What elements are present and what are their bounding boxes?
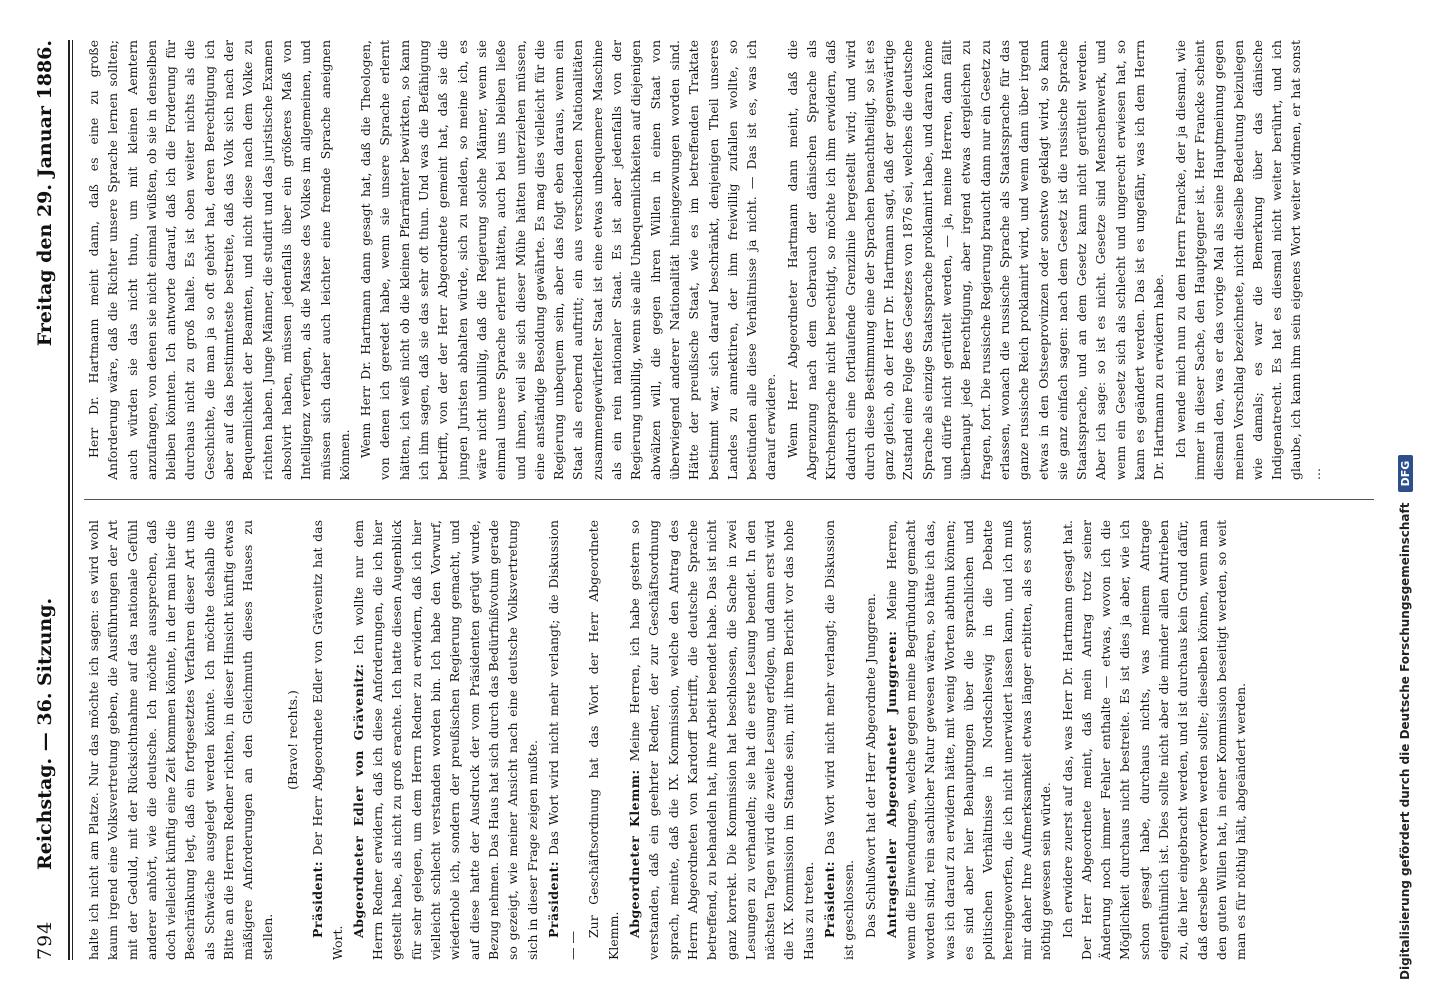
digitization-credit — [1398, 20, 1420, 980]
column-divider — [84, 499, 1374, 500]
speech-paragraph — [882, 520, 1056, 960]
left-text-column — [84, 520, 1374, 960]
page-number: 794 — [34, 920, 56, 960]
header-rule — [68, 40, 70, 960]
page-header — [30, 40, 64, 960]
speech-text: Das Wort wird nicht mehr verlangt; die Diskussion — — — [545, 520, 581, 960]
speech-paragraph — [544, 520, 583, 960]
text-paragraph: Ich erwidere zuerst auf das, was Herr Dr. Hartmann gesagt hat. Der Herr Abgeordnete meint, daß mein Antrag trotz seiner Änderung noch immer Fehler enthalte — etwas, wovon ich die Möglichkeit durchaus nicht bestreite. Es ist dies ja aber, wie ich schon gesagt habe, durchaus nichts, was meinem Antrage eigenthümlich ist. Dies sollte nicht aber die minder allen Antrieben zu, die hier eingebracht werden, und ist durchaus kein Grund dafür, daß derselbe verworfen werden sollte; dieselben können, wenn man den guten Willen hat, in einer Kommission beseitigt werden, so weit man es für nöthig hält, abgeändert werden. — [1059, 520, 1249, 960]
text-paragraph: halte ich nicht am Platze. Nur das möchte ich sagen: es wird wohl kaum irgend eine Volksvertretung geben, die Ausführungen der Art mit der Geduld, mit der Rücksichtnahme auf das nationale Gefühl anderer anhört, wie die deutsche. Ich möchte aussprechen, daß doch vielleicht künftig eine Zeit kommen könnte, in der man hier die Beschränkung legt, daß ein fortgesetztes Verfahren dieser Art uns als Schwäche ausgelegt werden könnte. Ich möchte deshalb die Bitte an die Herren Redner richten, in dieser Hinsicht künftig etwas mäßigere Anforderungen an den Gleichmuth dieses Hauses zu stellen. — [86, 520, 275, 960]
speech-paragraph — [625, 520, 818, 960]
dfg-logo: DFG — [1398, 455, 1413, 493]
speech-text: Meine Herren, ich habe gestern so verstanden, daß ein geehrter Redner, der zur Geschäftsordnung sprach, meinte, daß die IX. Kommission, welche den Antrag des Herrn Abgeordneten von Kardorff betrifft, die deutsche Sprache betreffend, zu behandeln hat, ihre Arbeit beendet habe. Das ist nicht ganz korrekt. Die Kommission hat beschlossen, die Sache in zwei Lesungen zu verhandeln; sie hat die erste Lesung beendet. In den nächsten Tagen wird die zweite Lesung erfolgen, und dann erst wird die IX. Kommission im Stande sein, mit ihrem Bericht vor das hohe Haus zu treten. — [627, 520, 816, 960]
speaker-name: Abgeordneter Edler von Grävenitz: — [350, 663, 366, 938]
speech-text: Ich wollte nur dem Herrn Redner erwidern, daß ich diese Anforderungen, die ich hier gestellt habe, als nicht zu groß erachte. Ich hatte diesen Augenblick für sehr gelegen, um dem Herrn Redner zu erwidern, daß ich hier vielleicht schlecht verstanden worden bin. Ich habe den Vorwurf, wiederhole ich, sondern der preußischen Regierung gemacht, und auf diese hatte der Ausdruck der vom Präsidenten gerügt wurde, Bezug nehmen. Das Haus hat sich durch das Bedürfnißvotum gerade so gezeigt, wie meiner Ansicht nach eine deutsche Volksvertretung sich in dieser Frage zeigen mußte. — [350, 520, 540, 960]
speech-text: Der Herr Abgeordnete Edler von Grävenitz hat das Wort. — [310, 520, 345, 960]
text-paragraph: Herr Dr. Hartmann meint dann, daß es eine zu große Anforderung wäre, daß die Richter unsere Sprache lernen sollten; auch würden sie das nicht thun, um mit kleinen Aemtern anzufangen, von denen sie nicht einmal wüßten, ob sie in denselben bleiben könnten. Ich antworte darauf, daß ich die Forderung für durchaus nicht zu groß halte. Es ist oben weiter nichts als die Geschichte, die man ja so oft gehört hat, deren Berechtigung ich aber auf das bestimmteste bestreite, daß das Volk sich nach der Bequemlichkeit der Beamten, und nicht diese nach dem Volke zu richten haben. Junge Männer, die studirt und das juristische Examen absolvirt haben, müssen jedenfalls über ein größeres Maß von Intelligenz verfügen, als die Masse des Volkes im allgemeinen, und müssen sich daher auch leichter eine fremde Sprache aneignen können. — [86, 40, 352, 480]
speaker-name: Antragsteller Abgeordneter Junggreen: — [883, 630, 899, 938]
text-paragraph: Wenn Herr Abgeordneter Hartmann dann meint, daß die Abgrenzung nach dem Gebrauch der dänischen Sprache als Kirchensprache nicht berechtigt, so möchte ich ihm erwidern, daß dadurch eine fortlaufende Grenzlinie hergestellt wird; und wird durch diese Bestimmung eine der Sprachen benachtheiligt, so ist es ganz gleich, ob der Herr Dr. Hartmann sagt, daß der gegenwärtige Zustand eine Folge des Gesetzes von 1876 sei, welches die deutsche Sprache als einzige Staatssprache proklamirt habe, und daran könne und dürfe nicht gerüttelt werden, — ja, meine Herren, dann fällt überhaupt jede Berechtigung, aber irgend etwas dergleichen zu fragen, fort. Die russische Regierung braucht dann nur ein Gesetz zu erlassen, wonach die russische Sprache als Staatssprache für das ganze russische Reich proklamirt wird, und wenn dann über irgend etwas in den Ostseeprovinzen oder sonstwo geklagt wird, so kann sie ganz einfach sagen: nach dem Gesetz ist die russische Sprache Staatssprache, und an dem Gesetz kann nicht gerüttelt werden. Aber ich sage: so ist es nicht. Gesetze sind Menschenwerk, und wenn ein Gesetz sich als schlecht und ungerecht erwiesen hat, so kann es geändert werden. Das ist es ungefähr, was ich dem Herrn Dr. Hartmann zu erwidern habe. — [784, 40, 1167, 480]
right-text-column — [84, 40, 1374, 480]
speech-text: Meine Herren, wenn die Einwendungen, welche gegen meine Begründung gemacht worden sind, rein sachlicher Natur gewesen wären, so hätte ich das, was ich darauf zu erwidern hätte, mit wenig Worten abthun können; es sind aber hier Behauptungen über die sprachlichen und politischen Verhältnisse in Nordschleswig in die Debatte hereingeworfen, die ich nicht unerwidert lassen kann, und ich muß mir daher Ihre Aufmerksamkeit etwas länger erbitten, als es sonst nöthig gewesen sein würde. — [883, 520, 1054, 960]
speech-paragraph — [820, 520, 859, 960]
speaker-name: Abgeordneter Klemm: — [627, 769, 643, 938]
running-title: Reichstag. — 36. Sitzung. — [34, 597, 56, 870]
text-paragraph: Wenn Herr Dr. Hartmann dann gesagt hat, daß die Theologen, von denen ich geredet habe, wenn sie unsere Sprache erlernt hätten, ich weiß nicht ob die kleinen Pfarrämter bewirkten, so kann ich ihm sagen, daß sie das sehr oft thun. Und was die Befähigung betrifft, von der der Herr Abgeordnete gemeint hat, daß sie die jungen Juristen abhalten würde, sich zu melden, so meine ich, es wäre nicht unbillig, daß die Regierung solche Männer, wenn sie einmal unsere Sprache erlernt hätten, auch bei uns bleiben ließe und ihnen, weil sie sich dieser Mühe hätten unterziehen müssen, eine anständige Besoldung gewährte. Es mag dies vielleicht für die Regierung unbequem sein, aber das folgt eben daraus, wenn ein Staat als erobernd auftritt; ein aus verschiedenen Nationalitäten zusammengewürfelter Staat ist eine etwas unbequemere Maschine als ein rein nationaler Staat. Es ist aber jedenfalls von der Regierung unbillig, wenn sie alle Unbequemlichkeiten auf diejenigen abwälzen will, die gegen ihren Willen in einen Staat von überwiegend anderer Nationalität hineingezwungen worden sind. Hätte der preußische Staat, wie es im betreffenden Traktate bestimmt war, sich darauf beschränkt, denjenigen Theil unseres Landes zu annektiren, der ihm freiwillig zufallen wollte, so bestünden alle diese Verhältnisse ja nicht. — Das ist es, was ich darauf erwidere. — [358, 40, 779, 480]
session-date: Freitag den 29. Januar 1886. — [34, 40, 56, 347]
header-rule-thin — [72, 40, 73, 960]
speech-paragraph — [308, 520, 347, 960]
speaker-name: Präsident: — [821, 860, 837, 938]
speech-paragraph — [349, 520, 542, 960]
text-paragraph: Das Schlußwort hat der Herr Abgeordnete Junggreen. — [862, 593, 878, 938]
text-paragraph: Zur Geschäftsordnung hat das Wort der Herr Abgeordnete Klemm. — [586, 520, 621, 960]
stage-direction: (Bravo! rechts.) — [284, 690, 300, 790]
speaker-name: Präsident: — [310, 860, 326, 938]
text-paragraph: Ich wende mich nun zu dem Herrn Francke, der ja diesmal, wie immer in dieser Sache, den Hauptgegner ist. Herr Francke scheint diesmal den, was er das vorige Mal als seine Hauptmeinung gegen meinen Vorschlag bezeichnete, nicht dieselbe Bedeutung beizulegen wie damals; es war die Bemerkung über das dänische Indigenatrecht. Es hat es diesmal nicht weiter berührt, und ich glaube, ich kann ihm sein eigenes Wort weiter widmen, er hat sonst ... — [1172, 40, 1323, 480]
dfg-credit-text: Digitalisierung gefördert durch die Deutsche Forschungsgemeinschaft — [1398, 502, 1412, 980]
speech-text: Das Wort wird nicht mehr verlangt; die Diskussion ist geschlossen. — [821, 520, 857, 960]
speaker-name: Präsident: — [545, 860, 561, 938]
